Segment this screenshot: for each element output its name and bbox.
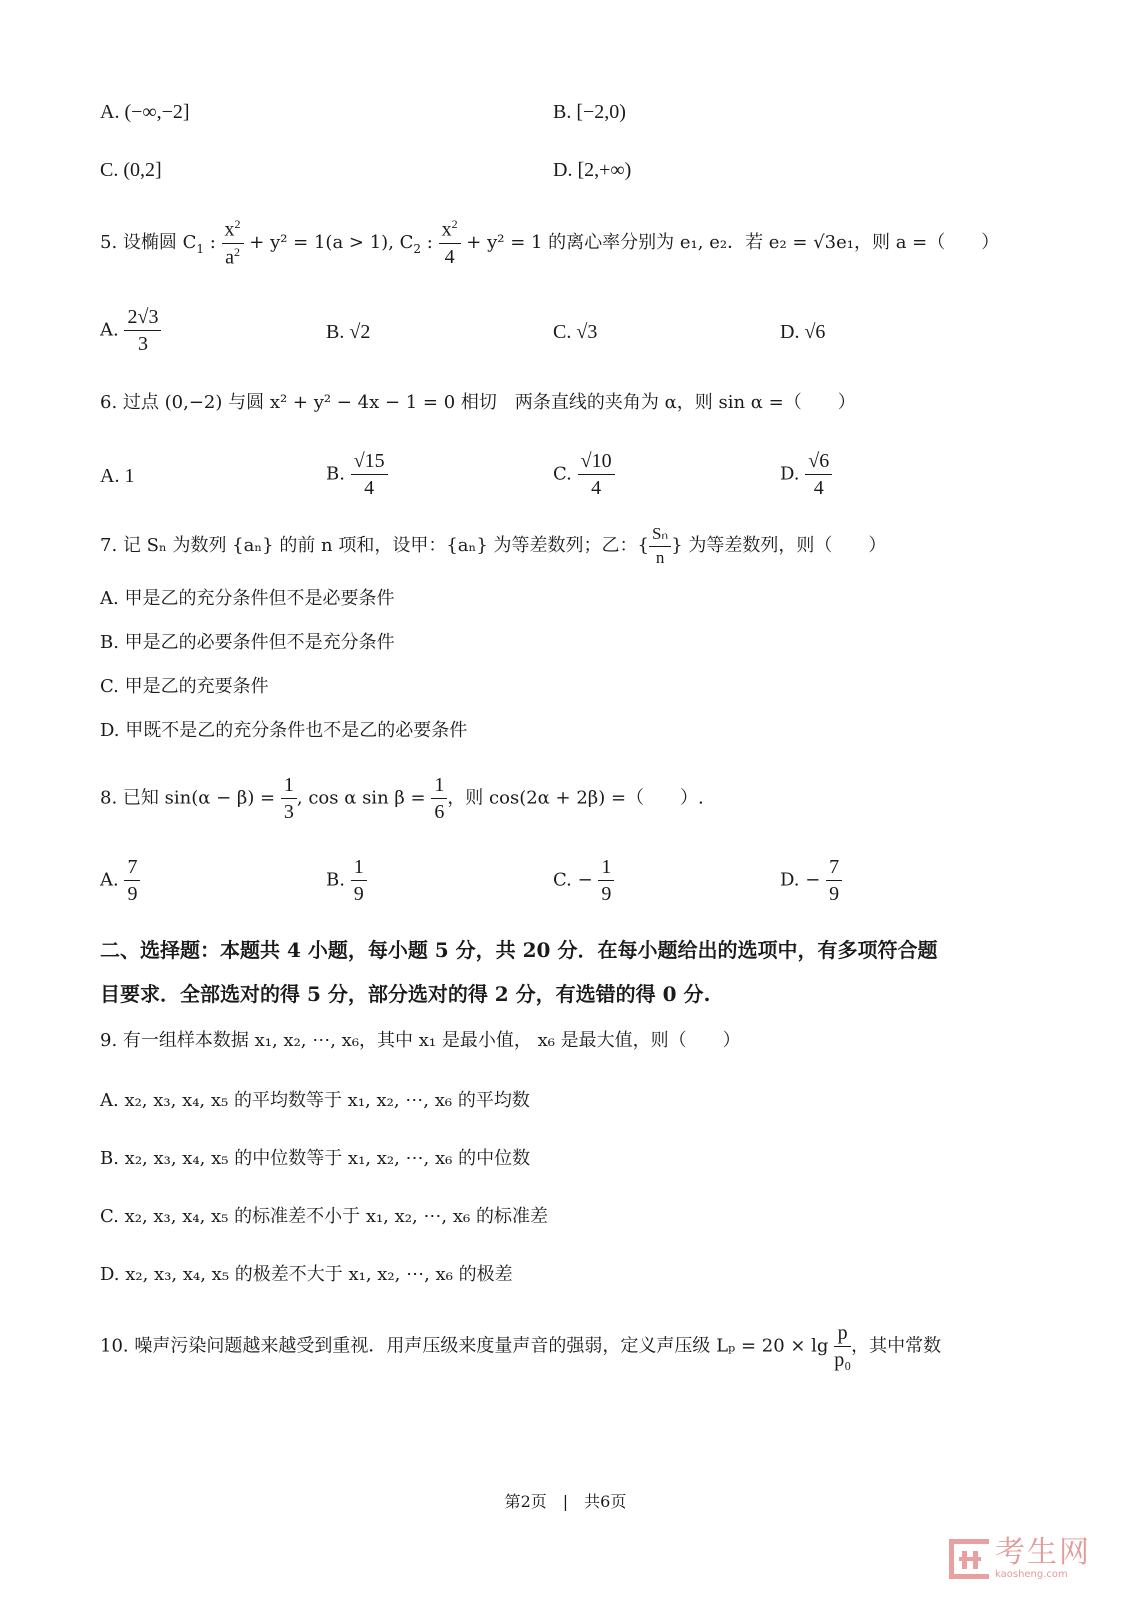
q9-option-a: A. x₂, x₃, x₄, x₅ 的平均数等于 x₁, x₂, ⋯, x₆ 的平均数 [100, 1090, 530, 1111]
q7-option-b: B. 甲是乙的必要条件但不是充分条件 [100, 632, 395, 653]
q5-option-a: A. $\frac{2√3}{3}$ [100, 306, 161, 355]
q9-option-b: B. x₂, x₃, x₄, x₅ 的中位数等于 x₁, x₂, ⋯, x₆ 的中位数 [100, 1148, 531, 1169]
q6-option-c: C. $\frac{√10}{4}$ [553, 450, 615, 499]
q6-option-d: D. $\frac{√6}{4}$ [780, 450, 832, 499]
q7-option-a: A. 甲是乙的充分条件但不是必要条件 [100, 588, 395, 609]
q5-option-d: D. √6 [780, 321, 826, 343]
watermark-logo [949, 1535, 1091, 1580]
q6-option-a: A. 1 [100, 465, 135, 487]
q7-option-d: D. 甲既不是乙的充分条件也不是乙的必要条件 [100, 720, 468, 741]
q10-stem: 10. 噪声污染问题越来越受到重视．用声压级来度量声音的强弱，定义声压级 Lₚ = 20 × lg $\frac{p}{\text{p₀}}$ ，其中常数 [100, 1322, 942, 1371]
q9-option-d: D. x₂, x₃, x₄, x₅ 的极差不大于 x₁, x₂, ⋯, x₆ 的极差 [100, 1264, 513, 1285]
q6-option-b: B. $\frac{√15}{4}$ [326, 450, 388, 499]
q8-option-c: C. − $\frac{1}{9}$ [553, 856, 614, 905]
section2-heading-line2: 目要求．全部选对的得 5 分，部分选对的得 2 分，有选错的得 0 分. [100, 982, 711, 1006]
q8-option-a: A. $\frac{7}{9}$ [100, 856, 140, 905]
logo-text: 考生网 [995, 1535, 1091, 1570]
q4-option-d: D. [2,+∞) [553, 159, 632, 181]
q9-stem: 9. 有一组样本数据 x₁, x₂, ⋯, x₆，其中 x₁ 是最小值， x₆ 是最大值，则（ ） [100, 1030, 741, 1051]
q5-stem: 5. 设椭圆 $C_1$ : $\frac{x^2}{a^2}$ + y² = 1(a > 1), $C_2$ : $\frac{x^2}{4}$ + y² = 1 的离心率分别为 e₁, e₂．若 e₂ = √3e₁，则 a =（ ） [100, 217, 1000, 269]
q6-stem: 6. 过点 (0,−2) 与圆 x² + y² − 4x − 1 = 0 相切 两条直线的夹角为 α，则 sin α =（ ） [100, 392, 856, 413]
section2-heading-line1: 二、选择题：本题共 4 小题，每小题 5 分，共 20 分．在每小题给出的选项中，有多项符合题 [100, 938, 938, 962]
q8-option-d: D. − $\frac{7}{9}$ [780, 856, 842, 905]
q7-stem: 7. 记 Sₙ 为数列 {aₙ} 的前 n 项和，设甲：{aₙ} 为等差数列；乙：{ $\frac{\text{Sₙ}}{n}$ } 为等差数列，则（ ） [100, 524, 887, 567]
logo-url: kaosheng.com [995, 1569, 1068, 1580]
q8-option-b: B. $\frac{1}{9}$ [326, 856, 367, 905]
page-footer: 第2页 | 共6页 [504, 1492, 627, 1511]
q5-option-c: C. √3 [553, 321, 598, 343]
logo-icon [949, 1539, 989, 1579]
q4-option-c: C. (0,2] [100, 159, 162, 181]
q9-option-c: C. x₂, x₃, x₄, x₅ 的标准差不小于 x₁, x₂, ⋯, x₆ 的标准差 [100, 1206, 548, 1227]
q5-option-b: B. √2 [326, 321, 371, 343]
q4-option-a: A. (−∞,−2] [100, 101, 190, 123]
q4-option-b: B. [−2,0) [553, 101, 626, 123]
q7-option-c: C. 甲是乙的充要条件 [100, 676, 269, 697]
q8-stem: 8. 已知 sin(α − β) = $\frac{1}{3}$ , cos α sin β = $\frac{1}{6}$ ，则 cos(2α + 2β) =（ ）. [100, 774, 704, 823]
